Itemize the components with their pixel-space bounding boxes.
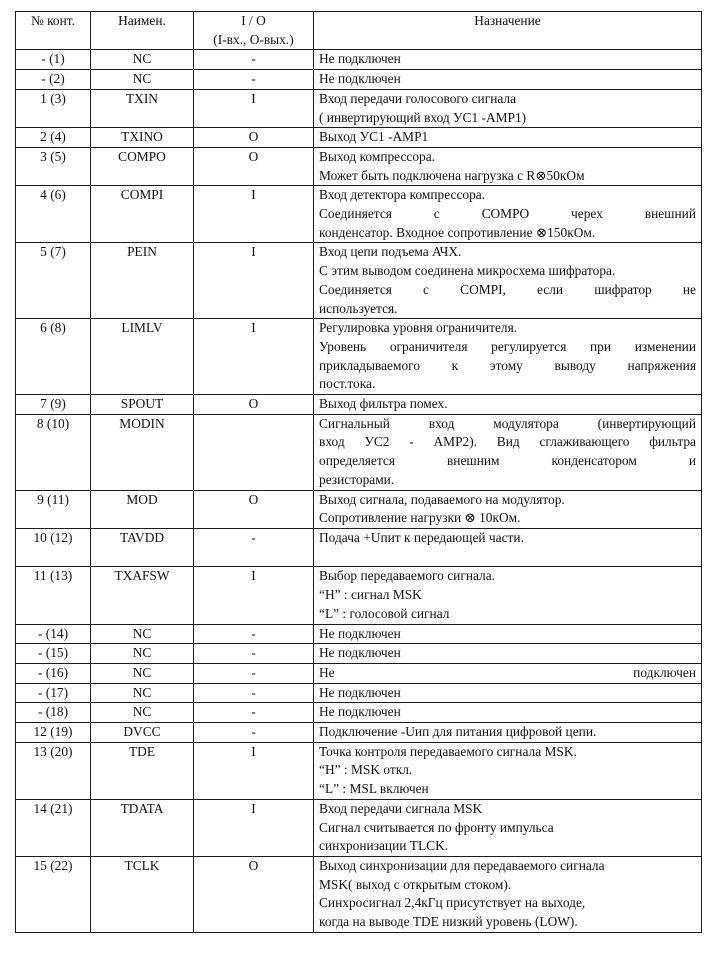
table-row xyxy=(16,856,702,932)
description-cell xyxy=(314,490,702,528)
io-cell: I xyxy=(194,799,314,856)
pin-name-cell: SPOUT xyxy=(91,395,194,415)
pin-number-cell: 12 (19) xyxy=(16,723,91,743)
description-cell xyxy=(314,186,702,243)
description-cell xyxy=(314,856,702,932)
pin-name-cell: TDE xyxy=(91,742,194,799)
description-line: Не подключен xyxy=(319,51,401,67)
table-row xyxy=(16,128,702,148)
description-line: Подключение -Uип для питания цифровой цепи. xyxy=(319,724,597,740)
io-cell: I xyxy=(194,243,314,319)
pin-number-cell: 13 (20) xyxy=(16,742,91,799)
description-cell xyxy=(314,644,702,664)
description-cell xyxy=(314,147,702,185)
table-row xyxy=(16,528,702,566)
description-cell xyxy=(314,624,702,644)
table-row xyxy=(16,50,702,70)
pin-assignment-table xyxy=(15,11,702,933)
pin-name-cell: COMPI xyxy=(91,186,194,243)
table-row xyxy=(16,147,702,185)
io-cell xyxy=(194,414,314,490)
description-line: определяется внешним конденсатором и xyxy=(319,453,696,469)
pin-name-cell: NC xyxy=(91,70,194,90)
pin-number-cell: - (1) xyxy=(16,50,91,70)
description-line: Выход УС1 -АМР1 xyxy=(319,129,429,145)
pin-number-cell: 1 (3) xyxy=(16,89,91,127)
description-line: “L” : MSL включен xyxy=(319,781,429,797)
description-line: Уровень ограничителя регулируется при изменении xyxy=(319,338,696,354)
description-cell xyxy=(314,528,702,566)
io-cell: O xyxy=(194,395,314,415)
pin-name-cell: TCLK xyxy=(91,856,194,932)
description-cell xyxy=(314,414,702,490)
description-line: Не подключен xyxy=(319,645,401,661)
description-cell xyxy=(314,89,702,127)
description-line: Не подключен xyxy=(319,71,401,87)
description-line: Вход передачи сигнала MSK xyxy=(319,800,483,816)
description-line: Не подключен xyxy=(319,625,401,641)
description-line: MSK( выход с открытым стоком). xyxy=(319,876,512,892)
pin-name-cell: NC xyxy=(91,50,194,70)
pin-name-cell: DVCC xyxy=(91,723,194,743)
pin-number-cell: - (15) xyxy=(16,644,91,664)
description-line: Выход сигнала, подаваемого на модулятор. xyxy=(319,491,565,507)
description-line: Регулировка уровня ограничителя. xyxy=(319,320,518,336)
pin-number-cell: 8 (10) xyxy=(16,414,91,490)
description-line: Сигнальный вход модулятора (инвертирующий xyxy=(319,415,696,431)
pin-number-cell: 15 (22) xyxy=(16,856,91,932)
header-pin-number: № конт. xyxy=(16,12,91,50)
io-cell: - xyxy=(194,70,314,90)
table-row xyxy=(16,243,702,319)
pin-name-cell: LIMLV xyxy=(91,319,194,395)
pin-name-cell: TXAFSW xyxy=(91,567,194,624)
description-line: ( инвертирующий вход УС1 -АМР1) xyxy=(319,109,527,125)
io-cell: O xyxy=(194,490,314,528)
description-line: резисторами. xyxy=(319,471,395,487)
pin-name-cell: NC xyxy=(91,624,194,644)
pin-name-cell: NC xyxy=(91,703,194,723)
description-line: Точка контроля передаваемого сигнала MSK. xyxy=(319,743,577,759)
description-line: вход УС2 - АМР2). Вид сглаживающего фильтра xyxy=(319,434,696,450)
io-cell: I xyxy=(194,742,314,799)
description-line: Сигнал считывается по фронту импульса xyxy=(319,819,554,835)
pin-number-cell: 14 (21) xyxy=(16,799,91,856)
table-row xyxy=(16,567,702,624)
description-line: Не подключен xyxy=(319,664,696,680)
pin-name-cell: TXIN xyxy=(91,89,194,127)
description-line: Соединяется с COMPO черех внешний xyxy=(319,206,696,222)
table-row xyxy=(16,186,702,243)
io-cell: - xyxy=(194,644,314,664)
pin-name-cell: TAVDD xyxy=(91,528,194,566)
table-row xyxy=(16,644,702,664)
pin-number-cell: 2 (4) xyxy=(16,128,91,148)
description-line: “L” : голосовой сигнал xyxy=(319,605,450,621)
description-cell xyxy=(314,703,702,723)
table-body xyxy=(16,50,702,932)
header-io-line1: I / O xyxy=(241,13,266,28)
description-line: конденсатор. Входное сопротивление ⊗150кОм. xyxy=(319,224,596,240)
description-line: Не подключен xyxy=(319,704,401,720)
description-line: Может быть подключена нагрузка с R⊗50кОм xyxy=(319,167,585,183)
pin-name-cell: TXINO xyxy=(91,128,194,148)
pin-name-cell: COMPO xyxy=(91,147,194,185)
pin-number-cell: 4 (6) xyxy=(16,186,91,243)
description-cell xyxy=(314,319,702,395)
io-cell: I xyxy=(194,186,314,243)
io-cell: - xyxy=(194,703,314,723)
description-line: С этим выводом соединена микросхема шифратора. xyxy=(319,263,616,279)
description-cell xyxy=(314,70,702,90)
description-cell xyxy=(314,243,702,319)
pin-name-cell: NC xyxy=(91,663,194,683)
io-cell: O xyxy=(194,147,314,185)
header-io xyxy=(194,12,314,50)
description-line: Подача +Uпит к передающей части. xyxy=(319,529,524,545)
header-name: Наимен. xyxy=(91,12,194,50)
description-line: Сопротивление нагрузки ⊗ 10кОм. xyxy=(319,510,521,526)
io-cell: I xyxy=(194,319,314,395)
pin-number-cell: - (2) xyxy=(16,70,91,90)
pin-number-cell: - (18) xyxy=(16,703,91,723)
table-row xyxy=(16,723,702,743)
description-line: используется. xyxy=(319,300,398,316)
pin-name-cell: MOD xyxy=(91,490,194,528)
description-line: Выход фильтра помех. xyxy=(319,396,448,412)
table-row xyxy=(16,89,702,127)
description-cell xyxy=(314,128,702,148)
description-line: Выбор передаваемого сигнала. xyxy=(319,568,496,584)
description-cell xyxy=(314,799,702,856)
pin-number-cell: 10 (12) xyxy=(16,528,91,566)
table-row xyxy=(16,799,702,856)
description-line: Выход компрессора. xyxy=(319,148,436,164)
table-row xyxy=(16,624,702,644)
description-line: пост.тока. xyxy=(319,376,376,392)
io-cell: O xyxy=(194,128,314,148)
description-line: “H” : MSK откл. xyxy=(319,762,413,778)
pin-number-cell: - (17) xyxy=(16,683,91,703)
description-cell xyxy=(314,395,702,415)
description-cell xyxy=(314,683,702,703)
description-cell xyxy=(314,567,702,624)
description-cell xyxy=(314,742,702,799)
table-row xyxy=(16,70,702,90)
io-cell: - xyxy=(194,528,314,566)
pin-name-cell: MODIN xyxy=(91,414,194,490)
description-line: прикладываемого к этому выводу напряжения xyxy=(319,357,696,373)
pin-number-cell: - (14) xyxy=(16,624,91,644)
pin-number-cell: 5 (7) xyxy=(16,243,91,319)
header-io-line2: (I-вх., O-вых.) xyxy=(213,31,294,47)
io-cell: - xyxy=(194,624,314,644)
pin-name-cell: NC xyxy=(91,683,194,703)
io-cell: I xyxy=(194,89,314,127)
description-cell xyxy=(314,723,702,743)
pin-number-cell: 3 (5) xyxy=(16,147,91,185)
pin-name-cell: TDATA xyxy=(91,799,194,856)
description-line: Вход цепи подъема АЧХ. xyxy=(319,244,462,260)
table-row xyxy=(16,414,702,490)
table-row xyxy=(16,742,702,799)
table-header-row xyxy=(16,12,702,50)
table-row xyxy=(16,395,702,415)
io-cell: - xyxy=(194,683,314,703)
io-cell: - xyxy=(194,663,314,683)
description-line: Вход детектора компрессора. xyxy=(319,187,486,203)
description-cell xyxy=(314,50,702,70)
description-line: Синхросигнал 2,4кГц присутствует на выходе, xyxy=(319,895,586,911)
description-line: когда на выводе TDE низкий уровень (LOW). xyxy=(319,914,578,930)
table-row xyxy=(16,490,702,528)
table-row xyxy=(16,703,702,723)
pin-number-cell: 7 (9) xyxy=(16,395,91,415)
table-row xyxy=(16,663,702,683)
description-line: Вход передачи голосового сигнала xyxy=(319,90,517,106)
description-line: синхронизации TLCK. xyxy=(319,838,449,854)
io-cell: - xyxy=(194,50,314,70)
io-cell: I xyxy=(194,567,314,624)
pin-name-cell: NC xyxy=(91,644,194,664)
description-cell xyxy=(314,663,702,683)
description-line xyxy=(319,548,696,567)
table-row xyxy=(16,319,702,395)
description-line: Не подключен xyxy=(319,684,401,700)
pin-number-cell: - (16) xyxy=(16,663,91,683)
table-row xyxy=(16,683,702,703)
io-cell: - xyxy=(194,723,314,743)
pin-number-cell: 6 (8) xyxy=(16,319,91,395)
description-line: Выход синхронизации для передаваемого сигнала xyxy=(319,857,605,873)
pin-number-cell: 9 (11) xyxy=(16,490,91,528)
description-line: Соединяется с COMPI, если шифратор не xyxy=(319,281,696,297)
header-purpose: Назначение xyxy=(314,12,702,50)
pin-name-cell: PEIN xyxy=(91,243,194,319)
description-line: “H” : сигнал MSK xyxy=(319,587,422,603)
pin-number-cell: 11 (13) xyxy=(16,567,91,624)
io-cell: O xyxy=(194,856,314,932)
